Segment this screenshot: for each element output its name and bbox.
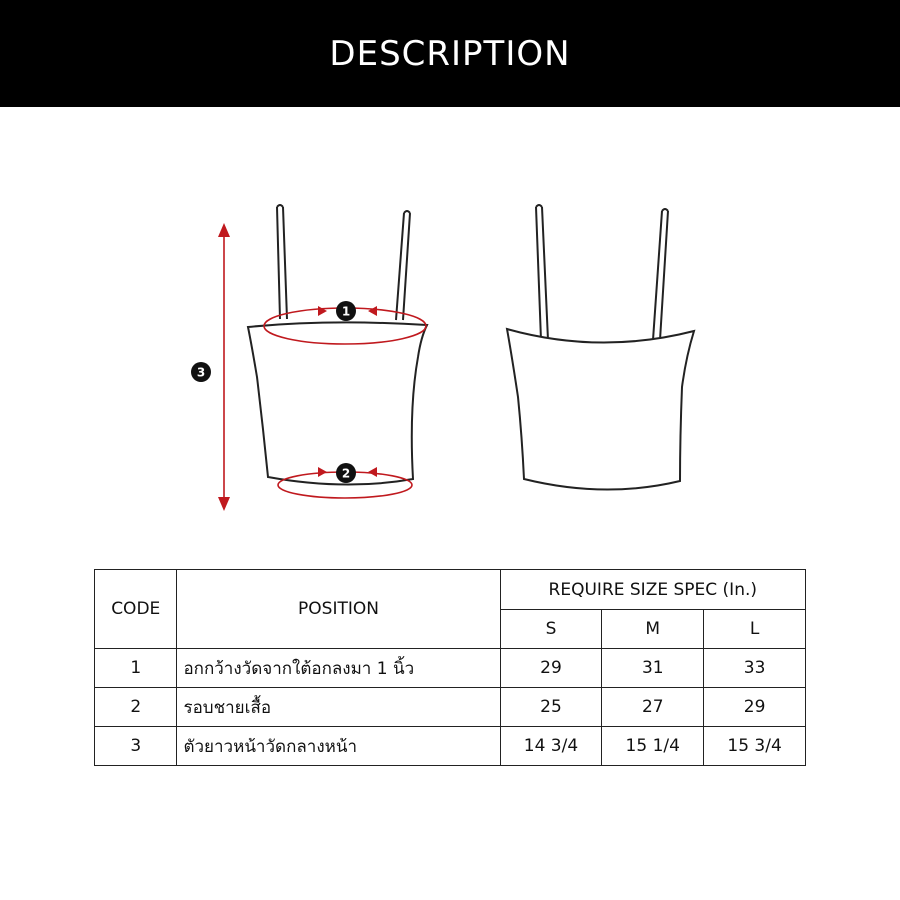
front-view (248, 205, 427, 485)
size-l-header: L (704, 610, 806, 649)
marker-1-label: 1 (341, 304, 351, 319)
table-header-row (95, 570, 806, 610)
row-code: 3 (95, 727, 177, 766)
row-code: 1 (95, 649, 177, 688)
length-measure-line (218, 223, 230, 511)
table-row (95, 688, 806, 727)
garment-illustration (0, 107, 900, 567)
size-spec-table (94, 569, 806, 766)
size-spec-header: REQUIRE SIZE SPEC (In.) (500, 570, 805, 610)
garment-diagram (0, 107, 900, 567)
row-position: อกกว้างวัดจากใต้อกลงมา 1 นิ้ว (177, 649, 500, 688)
position-header: POSITION (177, 570, 500, 649)
row-size-l: 29 (704, 688, 806, 727)
table-row (95, 649, 806, 688)
row-position: ตัวยาวหน้าวัดกลางหน้า (177, 727, 500, 766)
code-header: CODE (95, 570, 177, 649)
row-position: รอบชายเสื้อ (177, 688, 500, 727)
marker-1 (336, 301, 356, 321)
row-size-s: 14 3/4 (500, 727, 602, 766)
table-row (95, 727, 806, 766)
marker-2 (336, 463, 356, 483)
row-size-s: 25 (500, 688, 602, 727)
row-size-m: 31 (602, 649, 704, 688)
marker-2-label: 2 (341, 466, 351, 481)
row-code: 2 (95, 688, 177, 727)
row-size-l: 33 (704, 649, 806, 688)
page-title: DESCRIPTION (329, 33, 571, 74)
size-s-header: S (500, 610, 602, 649)
marker-3 (191, 362, 211, 382)
header-bar (0, 0, 900, 107)
row-size-m: 15 1/4 (602, 727, 704, 766)
row-size-l: 15 3/4 (704, 727, 806, 766)
marker-3-label: 3 (196, 365, 206, 380)
size-m-header: M (602, 610, 704, 649)
row-size-m: 27 (602, 688, 704, 727)
back-view (507, 205, 694, 490)
row-size-s: 29 (500, 649, 602, 688)
